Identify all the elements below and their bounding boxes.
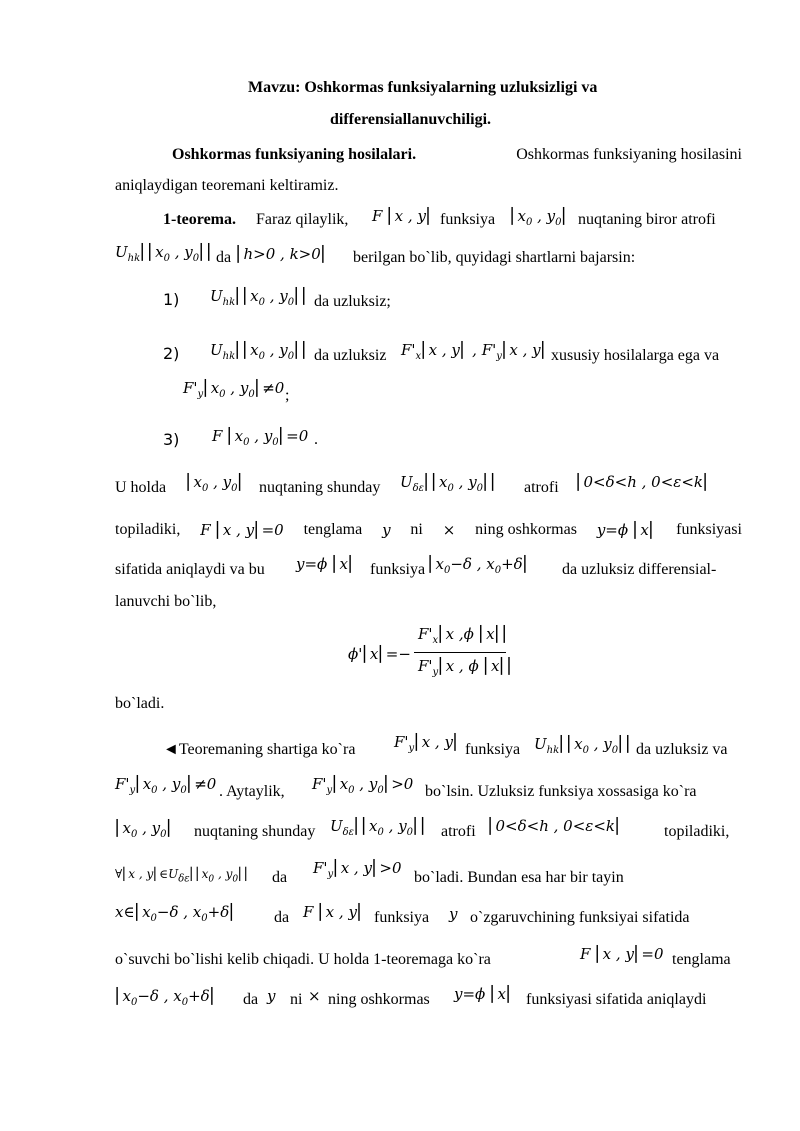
formula-Fy-xy: $F'_y⎜x$ , y⎜ [394,733,461,754]
conclusion-text-k: da uzluksiz differensial- [562,561,717,578]
item-2-number: 2) [163,344,180,363]
proof-text-o: tenglama [672,951,731,968]
formula-y-2: y [449,905,458,923]
proof-text-m: o`zgaruvchining funksiyai sifatida [470,909,690,926]
paragraph-1-line-1 [172,145,742,165]
conclusion-text-h: funksiyasi [676,521,742,538]
proof-text-p: da [243,991,259,1008]
conclusion-text-b: nuqtaning shunday [259,479,381,496]
theorem-text-c: nuqtaning biror atrofi [578,211,716,228]
proof-text-d: . Aytaylik, [219,783,285,800]
proof-text-b: funksiya [465,741,521,758]
formula-y-phi: y=ϕ ⎜x⎜ [596,521,657,539]
item-2-text-b: xususiy hosilalarga ega va [551,347,720,364]
conclusion-text-j: funksiya [370,561,426,578]
theorem-text-d: da [216,249,232,266]
formula-F-eq-0-2: F ⎜x , y⎜=0 [580,945,664,963]
proof-text-r: ning oshkormas [328,991,430,1008]
theorem-text-a: Faraz qilaylik, [256,211,349,228]
proof-text-l: funksiya [374,909,430,926]
formula-F-xy: F ⎜x , y⎜ [372,207,434,225]
formula-x0y0-3: $⎜x_0$ , $y_0⎜$ [115,819,174,840]
proof-text-k: da [274,909,290,926]
theorem-text-e: berilgan bo`lib, quyidagi shartlarni bajarsin: [353,249,636,266]
item-1-text: da uzluksiz; [314,293,391,310]
proof-text-h: topiladiki, [664,823,730,840]
formula-y-3: y [267,987,276,1005]
formula-x: × [442,521,456,539]
formula-interval: $⎜x_0-\delta$ , $x_0+\delta⎜$ [428,555,531,576]
conclusion-text-d: topiladiki, [115,521,181,538]
conclusion-line-2 [115,520,742,540]
formula-U-hk: $U_{hk}⎜⎜x_0$ , $y_0⎜⎜$ [115,243,215,264]
formula-Fy-nonzero: $F'_y⎜x_0$ , $y_0⎜\ne 0$ [183,379,285,400]
conclusion-text-c: atrofi [524,479,559,496]
item-1-number: 1) [163,290,180,309]
formula-F-zero: F $⎜x_0$ , $y_0⎜=0$ [212,427,309,448]
formula-numerator: $F'_x⎜x$ ,ϕ ⎜x⎜⎜ [418,625,510,646]
fraction-bar [414,652,506,653]
proof-text-e: bo`lsin. Uzluksiz funksiya xossasiga ko`ra [425,783,697,800]
proof-text-g: atrofi [441,823,476,840]
theorem-text-b: funksiya [440,211,496,228]
conclusion-text-e: tenglama [303,521,363,538]
item-3-text: . [314,431,318,448]
proof-text-s: funksiyasi sifatida aniqlaydi [526,991,707,1008]
formula-U-hk-1: $U_{hk}⎜⎜x_0$ , $y_0⎜⎜$ [210,287,310,308]
conclusion-text-l: lanuvchi bo`lib, [115,593,217,610]
formula-U-hk-3: $U_{hk}⎜⎜x_0$ , $y_0⎜⎜$ [534,735,634,756]
formula-x0y0-2: $⎜x_0$ , $y_0⎜$ [186,473,245,494]
formula-x-in-interval: $x\in⎜x_0-\delta$ , $x_0+\delta⎜$ [115,903,237,924]
formula-y-phi-2: y=ϕ ⎜x⎜ [296,555,356,573]
formula-x0y0: $⎜x_0$ , $y_0⎜$ [510,207,569,228]
formula-Fy-nonzero-2: $F'_y⎜x_0$ , $y_0⎜\ne 0$ [115,775,217,796]
formula-y: y [382,521,391,539]
item-2-text-a: da uzluksiz [314,347,387,364]
conclusion-text-i: sifatida aniqlaydi va bu [115,561,265,578]
conclusion-text-m: bo`ladi. [115,695,165,712]
formula-x-2: × [308,987,321,1005]
paragraph-1-text: Oshkormas funksiyaning hosilasini [516,146,742,163]
section-heading: Oshkormas funksiyaning hosilalari. [172,146,417,163]
formula-F-xy-2: F ⎜x , y⎜ [303,903,365,921]
formula-y-phi-3: y=ϕ ⎜x⎜ [454,985,514,1003]
formula-U-de: $U_{\delta\varepsilon}⎜⎜x_0$ , $y_0⎜⎜$ [400,473,499,494]
formula-U-de-2: $U_{\delta\varepsilon}⎜⎜x_0$ , $y_0⎜⎜$ [330,817,429,838]
item-2-text-c: ; [285,387,290,404]
formula-delta-eps-2: ⎜0<δ<h , 0<ε<k⎜ [488,817,623,835]
proof-text-j-span: bo`ladi. Bundan esa har bir tayin [414,869,624,886]
title-line-2: differensiallanuvchiligi. [330,111,492,128]
proof-text-q: ni [290,991,303,1008]
proof-text-j [414,868,742,888]
title-line-1: Mavzu: Oshkormas funksiyalarning uzluksizligi va [248,79,598,96]
formula-interval-2: $⎜x_0-\delta$ , $x_0+\delta⎜$ [115,987,218,1008]
proof-text-n: o`suvchi bo`lishi kelib chiqadi. U holda 1-teoremaga ko`ra [115,951,491,968]
proof-text-i: da [272,869,288,886]
formula-F-eq-0: F ⎜x , y⎜=0 [200,521,284,539]
proof-text-a: ◄Teoremaning shartiga ko`ra [163,741,356,758]
formula-U-hk-2: $U_{hk}⎜⎜x_0$ , $y_0⎜⎜$ [210,341,310,362]
formula-Fy-xy-positive: $F'_y⎜x$ , y⎜>0 [313,859,402,880]
theorem-label: 1-teorema. [163,211,236,228]
formula-phi-prime: ϕ'⎜x⎜=− [348,645,411,663]
proof-text-c: da uzluksiz va [636,741,728,758]
conclusion-text-f: ni [410,521,423,538]
formula-h-k: ⎜h>0 , k>0⎜ [236,245,329,263]
conclusion-text-g: ning oshkormas [475,521,577,538]
proof-text-f: nuqtaning shunday [194,823,316,840]
formula-delta-eps: ⎜0<δ<h , 0<ε<k⎜ [576,473,711,491]
formula-Fx-Fy: $F'_x⎜x$ , y⎜ , $F'_y⎜x$ , y⎜ [401,341,549,362]
item-3-number: 3) [163,430,180,449]
formula-Fy-positive: $F'_y⎜x_0$ , $y_0⎜>0$ [312,775,414,796]
paragraph-1-line-2: aniqlaydigan teoremani keltiramiz. [115,177,339,194]
conclusion-text-a: U holda [115,479,167,496]
formula-forall: ∀⎜x , $y⎜\in U_{\delta\varepsilon}⎜⎜x_0$ , $y_0⎜⎜$ [115,867,251,885]
formula-denominator: $F'_y⎜x$ , ϕ ⎜x⎜⎜ [418,657,515,678]
